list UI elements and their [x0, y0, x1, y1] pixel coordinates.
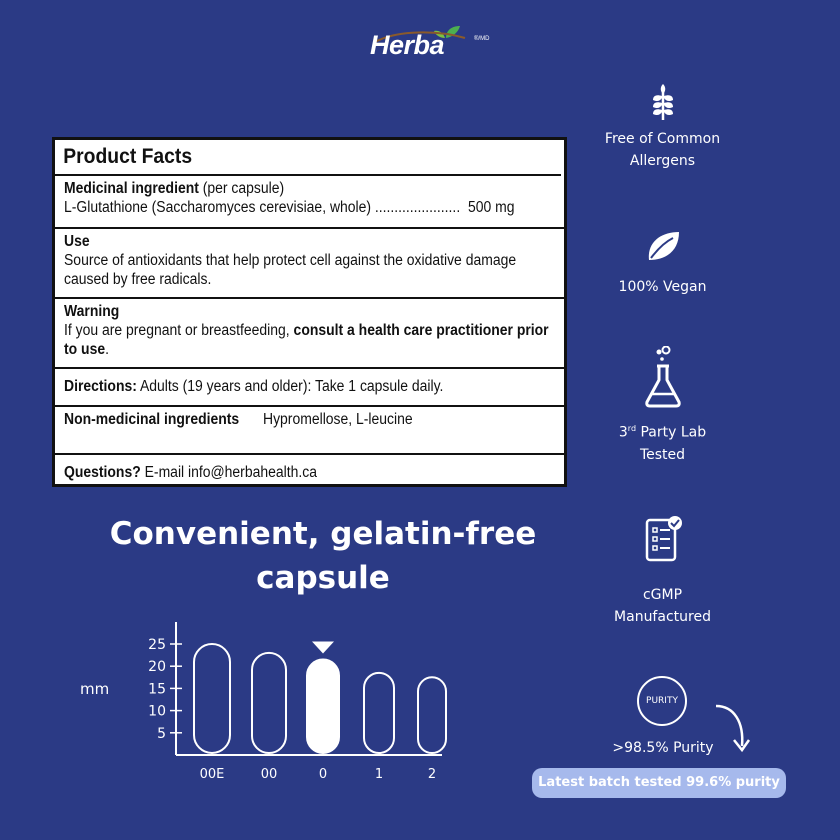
feature-allergen-line-2: Allergens — [629, 153, 696, 169]
brand-mark: ®/MD — [474, 36, 490, 42]
feature-lab-text: Party Lab — [636, 424, 707, 441]
non-medicinal-text: Hypromellose, L-leucine — [262, 411, 413, 428]
feature-lab-number: 3 — [618, 424, 628, 441]
questions-row — [55, 455, 564, 491]
ingredient-name: L-Glutathione (Saccharomyces cerevisiae, whole) — [64, 199, 372, 216]
wheat-icon — [648, 82, 678, 122]
warning-heading: Warning — [64, 303, 120, 320]
non-medicinal-row — [55, 407, 564, 455]
x-tick-label-00: 00 — [260, 767, 278, 782]
questions-heading: Questions? — [64, 464, 141, 481]
feature-cgmp-line-1: cGMP — [642, 587, 683, 603]
warning-text: If you are pregnant or breastfeeding, — [64, 322, 294, 339]
feature-cgmp-line-2: Manufactured — [614, 609, 711, 625]
brand-logo — [362, 22, 492, 66]
flask-icon — [641, 346, 685, 410]
headline-line-1: Convenient, gelatin-free — [109, 516, 537, 552]
latest-batch-badge: Latest batch tested 99.6% purity — [532, 768, 786, 798]
y-axis-label: mm — [80, 680, 110, 698]
y-tick-label-5: 5 — [157, 725, 166, 742]
leaf-icon — [643, 228, 683, 264]
y-tick-label-20: 20 — [148, 659, 166, 676]
feature-vegan — [590, 228, 735, 298]
feature-cgmp — [590, 514, 735, 628]
warning-row — [55, 299, 564, 369]
feature-lab-line-2: Tested — [639, 446, 686, 463]
non-medicinal-heading: Non-medicinal ingredients — [64, 411, 240, 428]
capsule-00E — [194, 644, 230, 753]
use-row — [55, 229, 564, 299]
feature-lab-superscript: rd — [627, 424, 637, 433]
checklist-icon — [641, 514, 685, 564]
feature-lab-line-1 — [590, 418, 735, 444]
selected-marker-icon — [312, 642, 334, 654]
capsule-00 — [252, 653, 286, 753]
x-tick-label-2: 2 — [427, 767, 437, 782]
product-facts-panel — [52, 137, 567, 487]
capsule-1 — [364, 673, 394, 753]
x-tick-label-0: 0 — [318, 767, 328, 782]
medicinal-ingredient-row — [55, 176, 564, 229]
facts-title: Product Facts — [55, 140, 561, 176]
ingredient-dots: ...................... — [374, 199, 461, 216]
feature-allergen-line-1: Free of Common — [604, 131, 721, 147]
use-heading: Use — [64, 233, 90, 250]
feature-vegan-label: 100% Vegan — [618, 279, 707, 295]
feature-allergen-free — [590, 82, 735, 172]
feature-lab-tested — [590, 346, 735, 466]
medicinal-note: (per capsule) — [198, 180, 285, 197]
brand-name: Herba — [370, 30, 445, 60]
x-tick-label-1: 1 — [374, 767, 384, 782]
warning-text-end: . — [105, 341, 109, 358]
x-tick-label-00E: 00E — [199, 767, 225, 782]
questions-text: E-mail info@herbahealth.ca — [140, 464, 317, 481]
directions-row — [55, 369, 564, 407]
capsule-size-chart — [70, 612, 470, 792]
capsule-0 — [307, 660, 339, 753]
capsule-headline — [40, 512, 606, 600]
warning-bold-text: consult a health care practitioner prior to use — [64, 322, 549, 358]
y-tick-label-10: 10 — [148, 703, 166, 720]
use-text: Source of antioxidants that help protect cell against the oxidative damage caused by free radicals. — [64, 252, 517, 288]
directions-text: Adults (19 years and older): Take 1 capsule daily. — [136, 378, 444, 395]
purity-seal — [637, 676, 687, 726]
ingredient-amount: 500 mg — [467, 199, 515, 216]
purity-seal-label: PURITY — [646, 696, 678, 706]
directions-heading: Directions: — [64, 378, 137, 395]
purity-label: >98.5% Purity — [612, 740, 714, 756]
capsule-2 — [418, 677, 446, 753]
y-tick-label-15: 15 — [148, 681, 166, 698]
medicinal-heading: Medicinal ingredient — [64, 180, 199, 197]
y-tick-label-25: 25 — [148, 637, 166, 653]
headline-line-2: capsule — [256, 560, 390, 596]
